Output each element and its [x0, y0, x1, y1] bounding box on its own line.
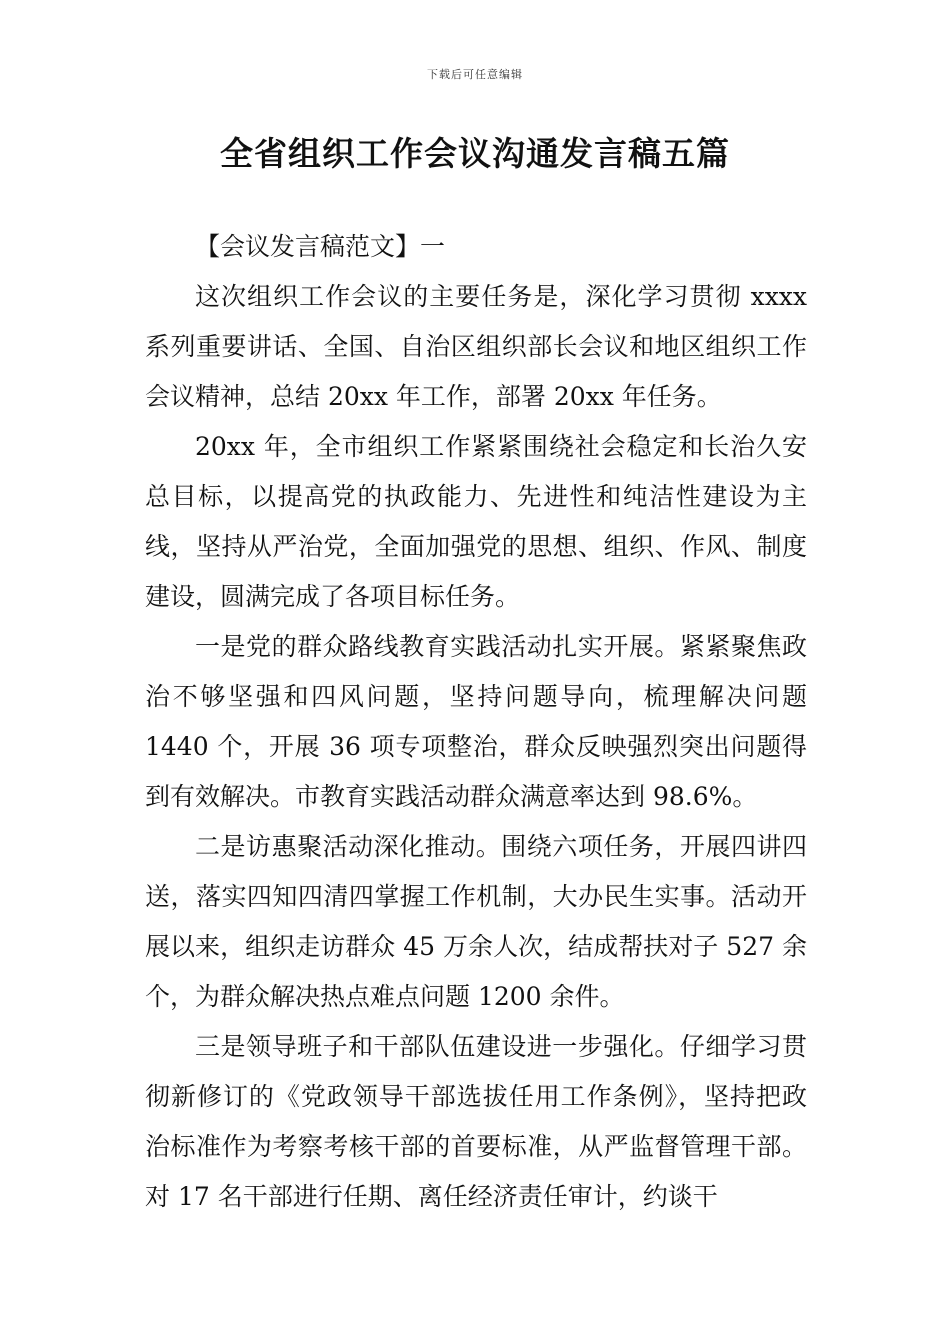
paragraph-summary: 20xx 年，全市组织工作紧紧围绕社会稳定和长治久安总目标，以提高党的执政能力、先进性和纯洁性建设为主线，坚持从严治党，全面加强党的思想、组织、作风、制度建设，圆满完成了各项目标任务。 [145, 432, 807, 611]
paragraph-point-three: 三是领导班子和干部队伍建设进一步强化。仔细学习贯彻新修订的《党政领导干部选拔任用工作条例》，坚持把政治标准作为考察考核干部的首要标准，从严监督管理干部。对 17 名干部进行任期、离任经济责任审计，约谈干 [145, 1032, 807, 1211]
paragraph-point-one: 一是党的群众路线教育实践活动扎实开展。紧紧聚焦政治不够坚强和四风问题，坚持问题导向，梳理解决问题 1440 个，开展 36 项专项整治，群众反映强烈突出问题得到有效解决。市教育实践活动群众满意率达到 98.6%。 [145, 632, 807, 811]
document-body [145, 222, 807, 1222]
section-label: 【会议发言稿范文】一 [195, 232, 446, 261]
paragraph-intro: 这次组织工作会议的主要任务是，深化学习贯彻 xxxx 系列重要讲话、全国、自治区组织部长会议和地区组织工作会议精神，总结 20xx 年工作，部署 20xx 年任务。 [145, 282, 807, 411]
page-header-note: 下载后可任意编辑 [427, 68, 523, 81]
paragraph-point-two: 二是访惠聚活动深化推动。围绕六项任务，开展四讲四送，落实四知四清四掌握工作机制，大办民生实事。活动开展以来，组织走访群众 45 万余人次，结成帮扶对子 527 余个，为群众解决热点难点问题 1200 余件。 [145, 832, 807, 1011]
document-title: 全省组织工作会议沟通发言稿五篇 [220, 134, 730, 173]
